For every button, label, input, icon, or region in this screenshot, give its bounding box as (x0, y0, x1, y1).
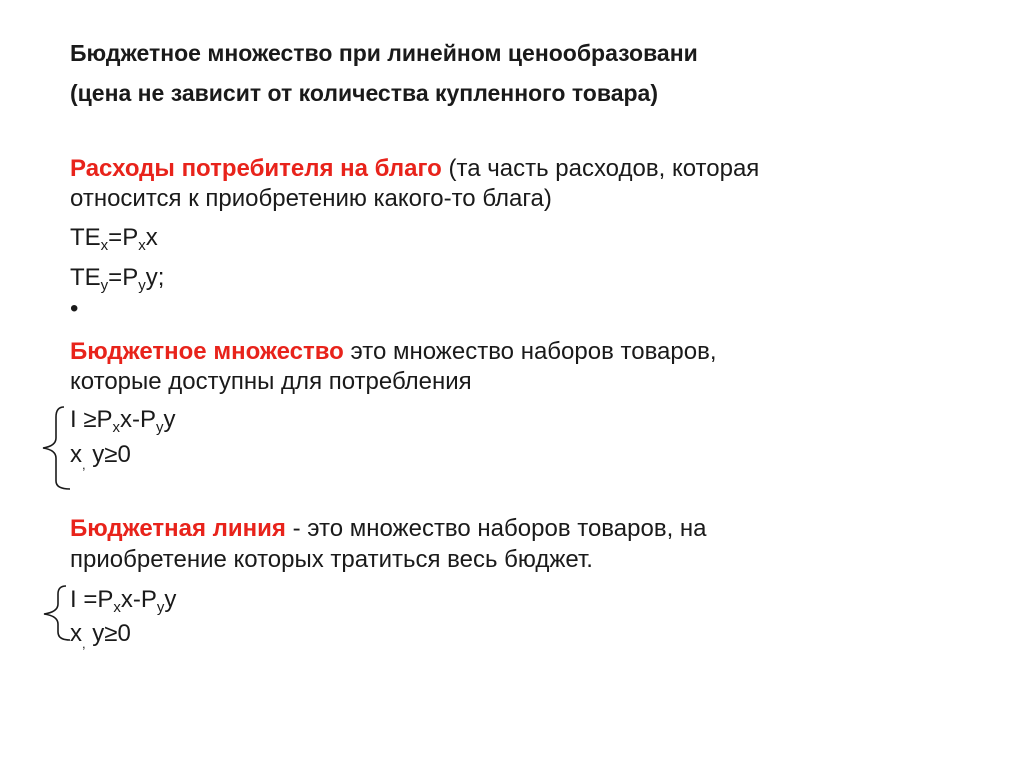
formula-x-var: x (145, 224, 158, 251)
budget-set-line1 (70, 340, 717, 364)
formula-te-x (70, 226, 158, 253)
bl-c1-sub1: x (113, 599, 121, 616)
bl-c2-a: x (70, 620, 82, 647)
bl-c1-sub2: y (156, 599, 165, 616)
bl-c1-a: I =P (70, 586, 114, 613)
budget-set-line2: которые доступны для потребления (70, 368, 472, 395)
budget-line-line2: приобретение которых тратиться весь бюджет. (70, 546, 593, 573)
expenses-line1 (70, 157, 759, 181)
formula-y-sub2: y (138, 277, 146, 294)
slide-title-line1: Бюджетное множество при линейном ценообразовани (70, 40, 698, 66)
bs-c2-comma: , (82, 457, 86, 472)
formula-x-te: TE (70, 224, 101, 251)
bl-c1-b: x-P (120, 586, 157, 613)
budget-set-constraint1 (70, 408, 176, 435)
bs-c2-a: x (70, 441, 82, 468)
bl-c1-c: y (164, 586, 177, 613)
budget-line-line1 (70, 517, 707, 541)
budget-line-constraint2 (70, 622, 131, 650)
formula-y-var: y; (145, 264, 165, 291)
formula-x-sub1: x (100, 237, 109, 254)
bs-c1-a: I ≥P (70, 406, 113, 433)
expenses-line2: относится к приобретению какого-то блага) (70, 185, 552, 212)
bs-c1-c: y (163, 406, 176, 433)
budget-line-def-part1: - это множество наборов товаров, на (285, 515, 707, 542)
formula-te-y (70, 266, 164, 293)
budget-line-term: Бюджетная линия (70, 515, 286, 542)
bullet: • (70, 295, 79, 322)
formula-y-sub1: y (100, 277, 109, 294)
bl-c2-comma: , (82, 636, 86, 651)
bl-c2-b: y≥0 (85, 620, 131, 647)
budget-set-def-part1: это множество наборов товаров, (343, 338, 717, 365)
expenses-def-part1: (та часть расходов, которая (441, 155, 760, 182)
expenses-term: Расходы потребителя на благо (70, 155, 442, 182)
slide-title-line2: (цена не зависит от количества купленного товара) (70, 80, 658, 106)
budget-line-constraint1 (70, 588, 176, 615)
formula-x-p: =P (108, 224, 139, 251)
bs-c1-b: x-P (120, 406, 157, 433)
bs-c1-sub2: y (156, 419, 164, 436)
formula-x-sub2: x (138, 237, 146, 254)
budget-set-constraint2 (70, 443, 131, 471)
formula-y-te: TE (70, 264, 101, 291)
formula-y-p: =P (108, 264, 139, 291)
bs-c2-b: y≥0 (85, 441, 131, 468)
budget-set-term: Бюджетное множество (70, 338, 344, 365)
bs-c1-sub1: x (112, 419, 121, 436)
